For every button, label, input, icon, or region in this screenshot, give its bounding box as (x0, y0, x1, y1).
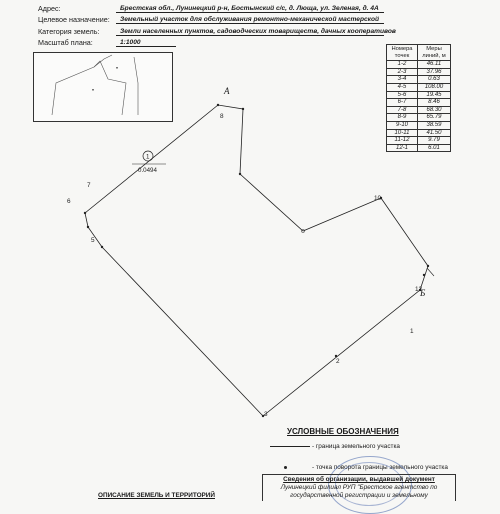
segment-length: 0.63 (418, 76, 451, 84)
point-label-3: 3 (264, 411, 268, 418)
segment-length: 65.79 (418, 114, 451, 122)
point-label-10: 10 (374, 195, 382, 202)
points-header: Номера точек (387, 45, 418, 61)
turn-points (84, 104, 429, 417)
segment-length: 68.30 (418, 106, 451, 114)
issuing-organization-box (262, 474, 456, 501)
point-label-12: 12 (415, 286, 423, 293)
segment-points: 11-12 (387, 137, 418, 145)
segment-points: 9-10 (387, 121, 418, 129)
organization-title: Сведения об организации, выдавшей документ (283, 476, 435, 483)
purpose-value: Земельный участок для обслуживания ремонтно-механической мастерской (120, 16, 380, 23)
scale-value: 1:1000 (120, 39, 141, 46)
area-value: 0.0494 (138, 167, 157, 174)
point-label-6: 6 (67, 198, 71, 205)
point-label-1: 1 (410, 328, 414, 335)
turn-point (101, 246, 103, 248)
segment-length: 9.79 (418, 137, 451, 145)
corner-b-leader (427, 268, 434, 276)
turn-point-legend-text: - точка поворота границы земельного участка (312, 464, 448, 471)
turn-point (427, 265, 429, 267)
category-value: Земли населенных пунктов, садоводческих товариществ, дачных кооперативов (120, 28, 396, 35)
segment-points: 5-6 (387, 91, 418, 99)
corner-b-label: Б (420, 288, 426, 298)
organization-line-1: Лунинецкий филиал РУП "Брестское агентство по (280, 484, 438, 491)
segment-length: 8.46 (418, 99, 451, 107)
turn-point (84, 212, 86, 214)
scale-label: Масштаб плана: (38, 38, 93, 47)
segment-points: 12-1 (387, 144, 418, 152)
turn-point (87, 226, 89, 228)
segment-points: 2-3 (387, 68, 418, 76)
turn-point (335, 355, 337, 357)
category-label: Категория земель: (38, 27, 100, 36)
segment-points: 3-4 (387, 76, 418, 84)
segment-length: 37.96 (418, 68, 451, 76)
point-label-8: 8 (220, 113, 224, 120)
segment-points: 8-9 (387, 114, 418, 122)
point-label-2: 2 (336, 358, 340, 365)
lengths-header: Меры линий, м (418, 45, 451, 61)
boundary-legend-text: - граница земельного участка (312, 443, 400, 450)
point-label-5: 5 (91, 237, 95, 244)
turn-point (217, 104, 219, 106)
segment-length: 19.45 (418, 91, 451, 99)
segment-points: 4-5 (387, 83, 418, 91)
address-label: Адрес: (38, 4, 61, 13)
turn-point (423, 274, 425, 276)
organization-line-2: государственной регистрации и земельному (290, 492, 428, 499)
parcel-boundary (85, 105, 428, 416)
segment-length: 41.50 (418, 129, 451, 137)
corner-a-label: А (224, 86, 230, 96)
turn-point (242, 108, 244, 110)
legend-title: УСЛОВНЫЕ ОБОЗНАЧЕНИЯ (287, 427, 399, 436)
point-label-7: 7 (87, 182, 91, 189)
segment-points: 6-7 (387, 99, 418, 107)
land-description-heading: ОПИСАНИЕ ЗЕМЕЛЬ И ТЕРРИТОРИЙ (98, 492, 215, 499)
purpose-label: Целевое назначение: (38, 15, 110, 24)
segment-length: 108.00 (418, 83, 451, 91)
segment-points: 7-8 (387, 106, 418, 114)
address-value: Брестская обл., Лунинецкий р-н, Бостынский с/с, д. Люща, ул. Зеленая, д. 4А (120, 5, 379, 12)
turn-point (239, 173, 241, 175)
turn-point-legend-dot (284, 466, 287, 469)
segment-length: 38.59 (418, 121, 451, 129)
boundary-legend-line (270, 446, 310, 447)
segment-points: 10-11 (387, 129, 418, 137)
segment-length: 46.11 (418, 61, 451, 69)
segment-points: 1-2 (387, 61, 418, 69)
segment-length: 6.01 (418, 144, 451, 152)
area-number: 1 (146, 153, 150, 161)
